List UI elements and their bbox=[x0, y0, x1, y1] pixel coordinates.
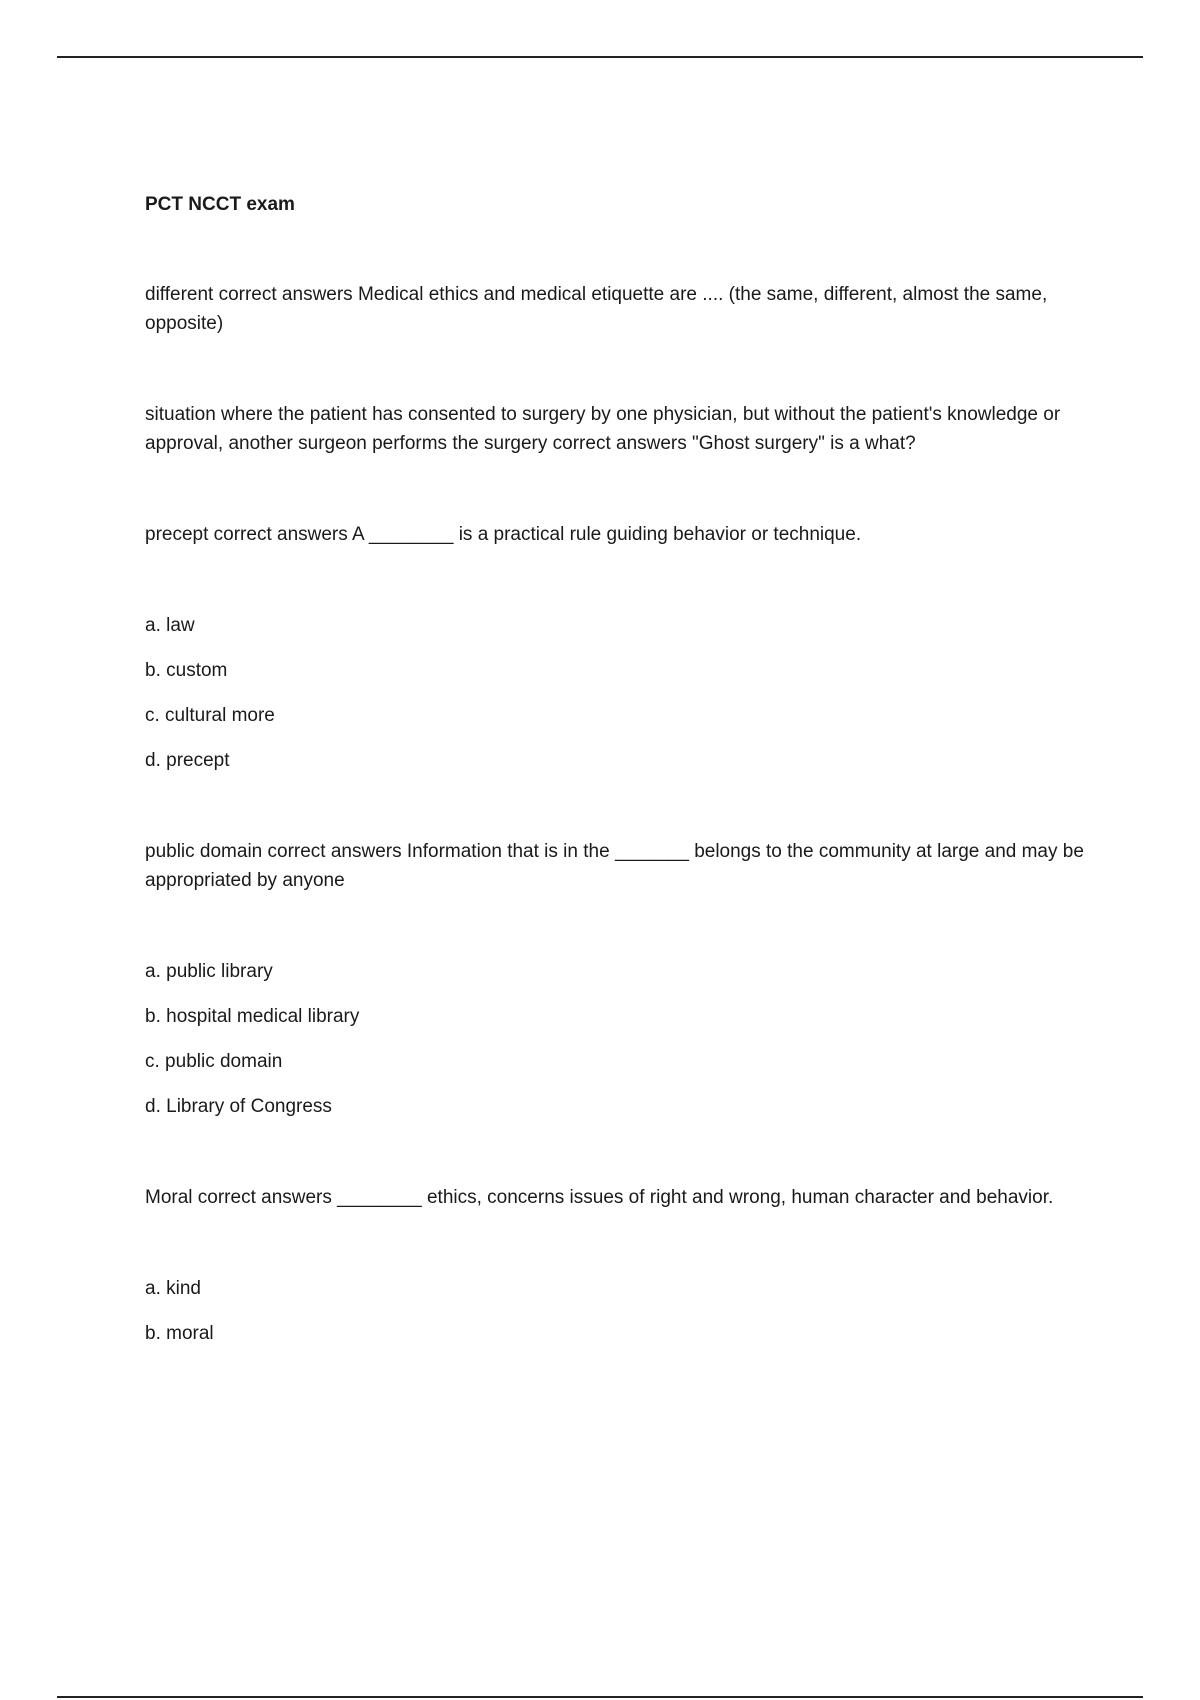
answer-option: b. custom bbox=[145, 660, 228, 681]
answer-option: a. public library bbox=[145, 961, 273, 982]
answer-option: c. cultural more bbox=[145, 705, 275, 726]
document-title: PCT NCCT exam bbox=[145, 194, 295, 215]
answer-option: d. Library of Congress bbox=[145, 1096, 332, 1117]
answer-option: b. hospital medical library bbox=[145, 1006, 360, 1027]
answer-options-4 bbox=[145, 957, 1090, 1121]
answer-options-5 bbox=[145, 1274, 1090, 1348]
document-body bbox=[145, 190, 1090, 1410]
answer-options-3 bbox=[145, 611, 1090, 775]
question-entry-4: public domain correct answers Information that is in the _______ belongs to the community at large and may be appropriated by anyone bbox=[145, 841, 1084, 891]
question-entry-2: situation where the patient has consented to surgery by one physician, but without the patient's knowledge or approval, another surgeon performs the surgery correct answers "Ghost surgery" is a what? bbox=[145, 404, 1061, 454]
question-entry-5: Moral correct answers ________ ethics, concerns issues of right and wrong, human character and behavior. bbox=[145, 1187, 1054, 1208]
footer-rule bbox=[57, 1696, 1143, 1698]
question-entry-3: precept correct answers A ________ is a practical rule guiding behavior or technique. bbox=[145, 524, 862, 545]
answer-option: a. kind bbox=[145, 1278, 201, 1299]
question-entry-1: different correct answers Medical ethics and medical etiquette are .... (the same, different, almost the same, opposite) bbox=[145, 284, 1048, 334]
answer-option: b. moral bbox=[145, 1323, 214, 1344]
answer-option: d. precept bbox=[145, 750, 230, 771]
answer-option: c. public domain bbox=[145, 1051, 283, 1072]
answer-option: a. law bbox=[145, 615, 195, 636]
header-rule bbox=[57, 56, 1143, 58]
